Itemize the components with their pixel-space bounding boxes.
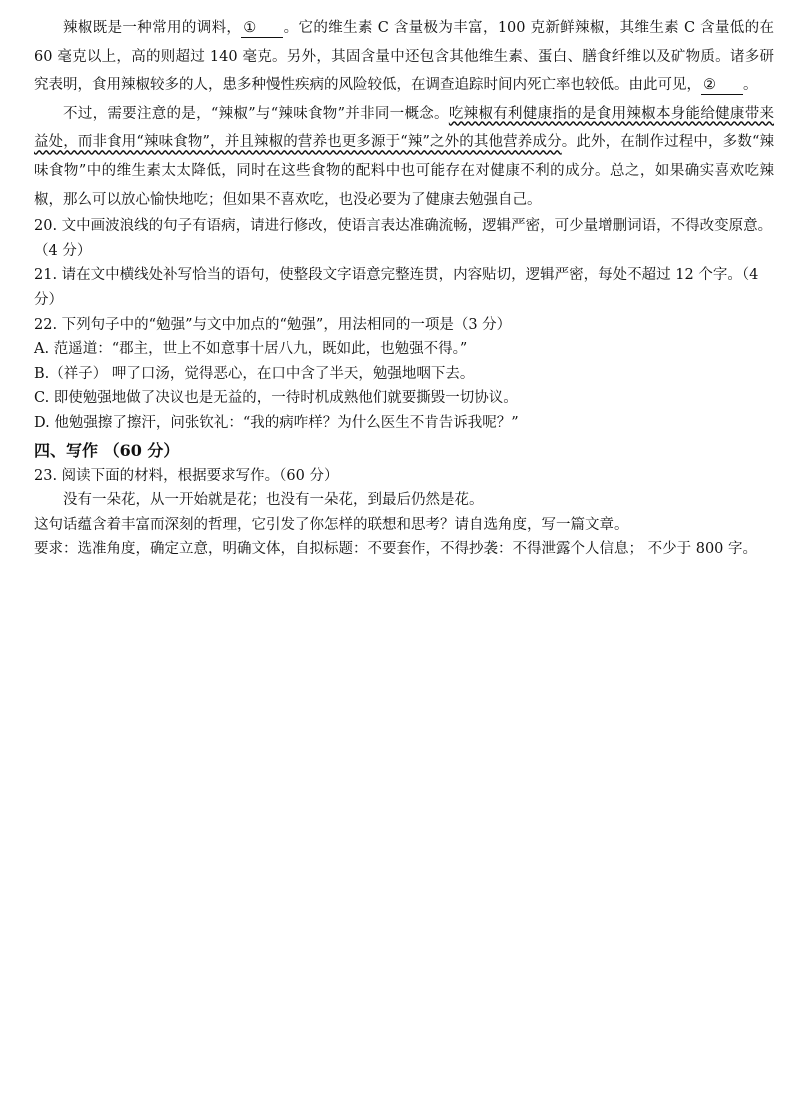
writing-material: 没有一朵花，从一开始就是花；也没有一朵花，到最后仍然是花。 (63, 492, 484, 509)
passage-paragraph-1 (34, 14, 774, 100)
blank-2: ② (701, 76, 743, 95)
question-23-stem: 23. 阅读下面的材料，根据要求写作。（60 分） (34, 467, 339, 484)
exam-page (34, 14, 774, 562)
question-22-option-d: D. 他勉强擦了擦汗，问张钦礼：“我的病咋样？为什么医生不肯告诉我呢？” (34, 414, 519, 431)
question-22-option-b: B.（祥子） 呷了口汤，觉得恶心，在口中含了半天，勉强地咽下去。 (34, 365, 475, 382)
question-22-option-a: A. 范遥道：“郡主，世上不如意事十居八九，既如此，也勉强不得。” (34, 341, 468, 358)
passage-text: 。 (743, 77, 758, 94)
passage-text: 。此外，在制作过程中，多数“辣味食物”中的维生素太太降低，同时在这些食物的配料中也可能存在对健康不利的成分。总之，如果确实喜欢吃辣椒，那么可以放心愉快地吃；但如果不喜欢吃，也没必要为了健康去勉强自己。 (34, 134, 774, 208)
writing-requirements: 要求：选准角度，确定立意，明确文体，自拟标题：不要套作，不得抄袭：不得泄露个人信息； 不少于 800 字。 (34, 541, 757, 558)
passage-paragraph-2 (34, 100, 774, 214)
question-21: 21. 请在文中横线处补写恰当的语句，使整段文字语意完整连贯，内容贴切，逻辑严密，每处不超过 12 个字。（4 分） (34, 267, 759, 308)
passage-text: 不过，需要注意的是，“辣椒”与“辣味食物”并非同一概念。 (63, 105, 449, 122)
passage-text: 辣椒既是一种常用的调料， (63, 20, 242, 36)
blank-1: ① (241, 19, 283, 38)
question-22-option-c: C. 即使勉强地做了决议也是无益的，一待时机成熟他们就要撕毁一切协议。 (34, 390, 518, 407)
wavy-underlined-sentence: 吃辣椒有利健康指的是食用辣椒本身能给健康带来益处，而非食用“辣味食物”，并且辣椒的营养也更多源于“辣”之外的其他营养成分 (34, 105, 775, 151)
question-22-stem: 22. 下列句子中的“勉强”与文中加点的“勉强”，用法相同的一项是（3 分） (34, 316, 512, 333)
passage-text: 。它的维生素 C 含量极为丰富，100 克新鲜辣椒，其维生素 C 含量低的在 60 毫克以上，高的则超过 140 毫克。另外，其固含量中还包含其他维生素、蛋白、膳食纤维以及矿物质。诸多研究表明，食用辣椒较多的人，患多种慢性疾病的风险较低，在调查追踪时间内死亡率也较低。由此可见， (34, 20, 774, 94)
section-4-title: 四、写作 （60 分） (34, 440, 180, 460)
writing-prompt: 这句话蕴含着丰富而深刻的哲理，它引发了你怎样的联想和思考？请自选角度，写一篇文章。 (34, 516, 629, 533)
question-20: 20. 文中画波浪线的句子有语病，请进行修改，使语言表达准确流畅，逻辑严密，可少量增删词语，不得改变原意。（4 分） (34, 218, 773, 259)
